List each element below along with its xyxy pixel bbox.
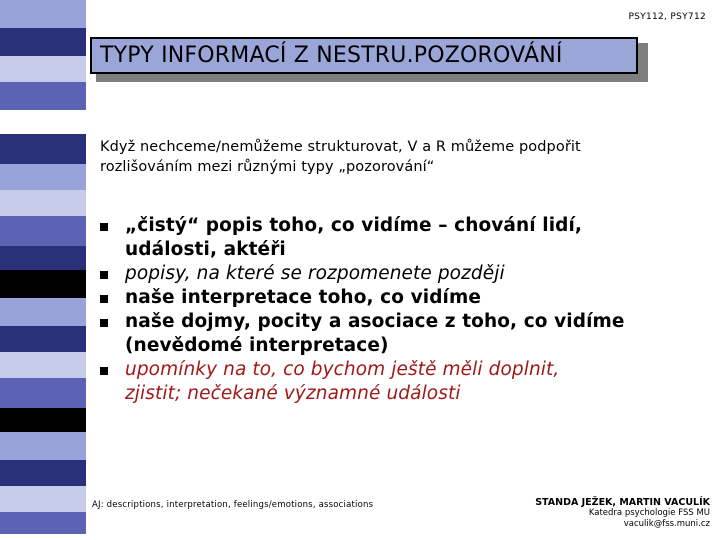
bullet-list [100,214,710,406]
square-bullet-icon [100,319,108,327]
bullet-item [100,262,710,286]
bullet-line: naše interpretace toho, co vidíme [125,287,482,308]
intro-line-2: rozlišováním mezi různými typy „pozorování“ [100,159,435,175]
department: Katedra psychologie FSS MU [588,508,710,518]
email: vaculik@fss.muni.cz [623,519,710,529]
bullet-line: upomínky na to, co bychom ještě měli doplnit, [125,359,560,380]
intro-line-1: Když nechceme/nemůžeme strukturovat, V a R můžeme podpořit [100,139,581,155]
title-box [90,37,638,74]
square-bullet-icon [100,271,108,279]
bullet-line: zjistit; nečekané významné události [125,383,461,404]
square-bullet-icon [100,223,108,231]
bullet-item [100,214,710,262]
square-bullet-icon [100,367,108,375]
author-block [535,497,710,530]
footnote: AJ: descriptions, interpretation, feelings/emotions, associations [92,500,374,510]
intro-text [100,137,700,177]
decorative-stripe-bar [0,0,86,540]
bullet-line: události, aktéři [125,239,286,260]
square-bullet-icon [100,295,108,303]
bullet-line: (nevědomé interpretace) [125,335,389,356]
bullet-item [100,310,710,358]
bullet-line: naše dojmy, pocity a asociace z toho, co vidíme [125,311,625,332]
bullet-item [100,286,710,310]
author-name: STANDA JEŽEK, MARTIN VACULÍK [535,497,710,508]
bullet-line: „čistý“ popis toho, co vidíme – chování lidí, [125,215,583,236]
bullet-line: popisy, na které se rozpomenete později [125,263,505,284]
slide-title: TYPY INFORMACÍ Z NESTRU.POZOROVÁNÍ [100,43,563,68]
bullet-item [100,358,710,406]
course-code: PSY112, PSY712 [628,12,706,22]
